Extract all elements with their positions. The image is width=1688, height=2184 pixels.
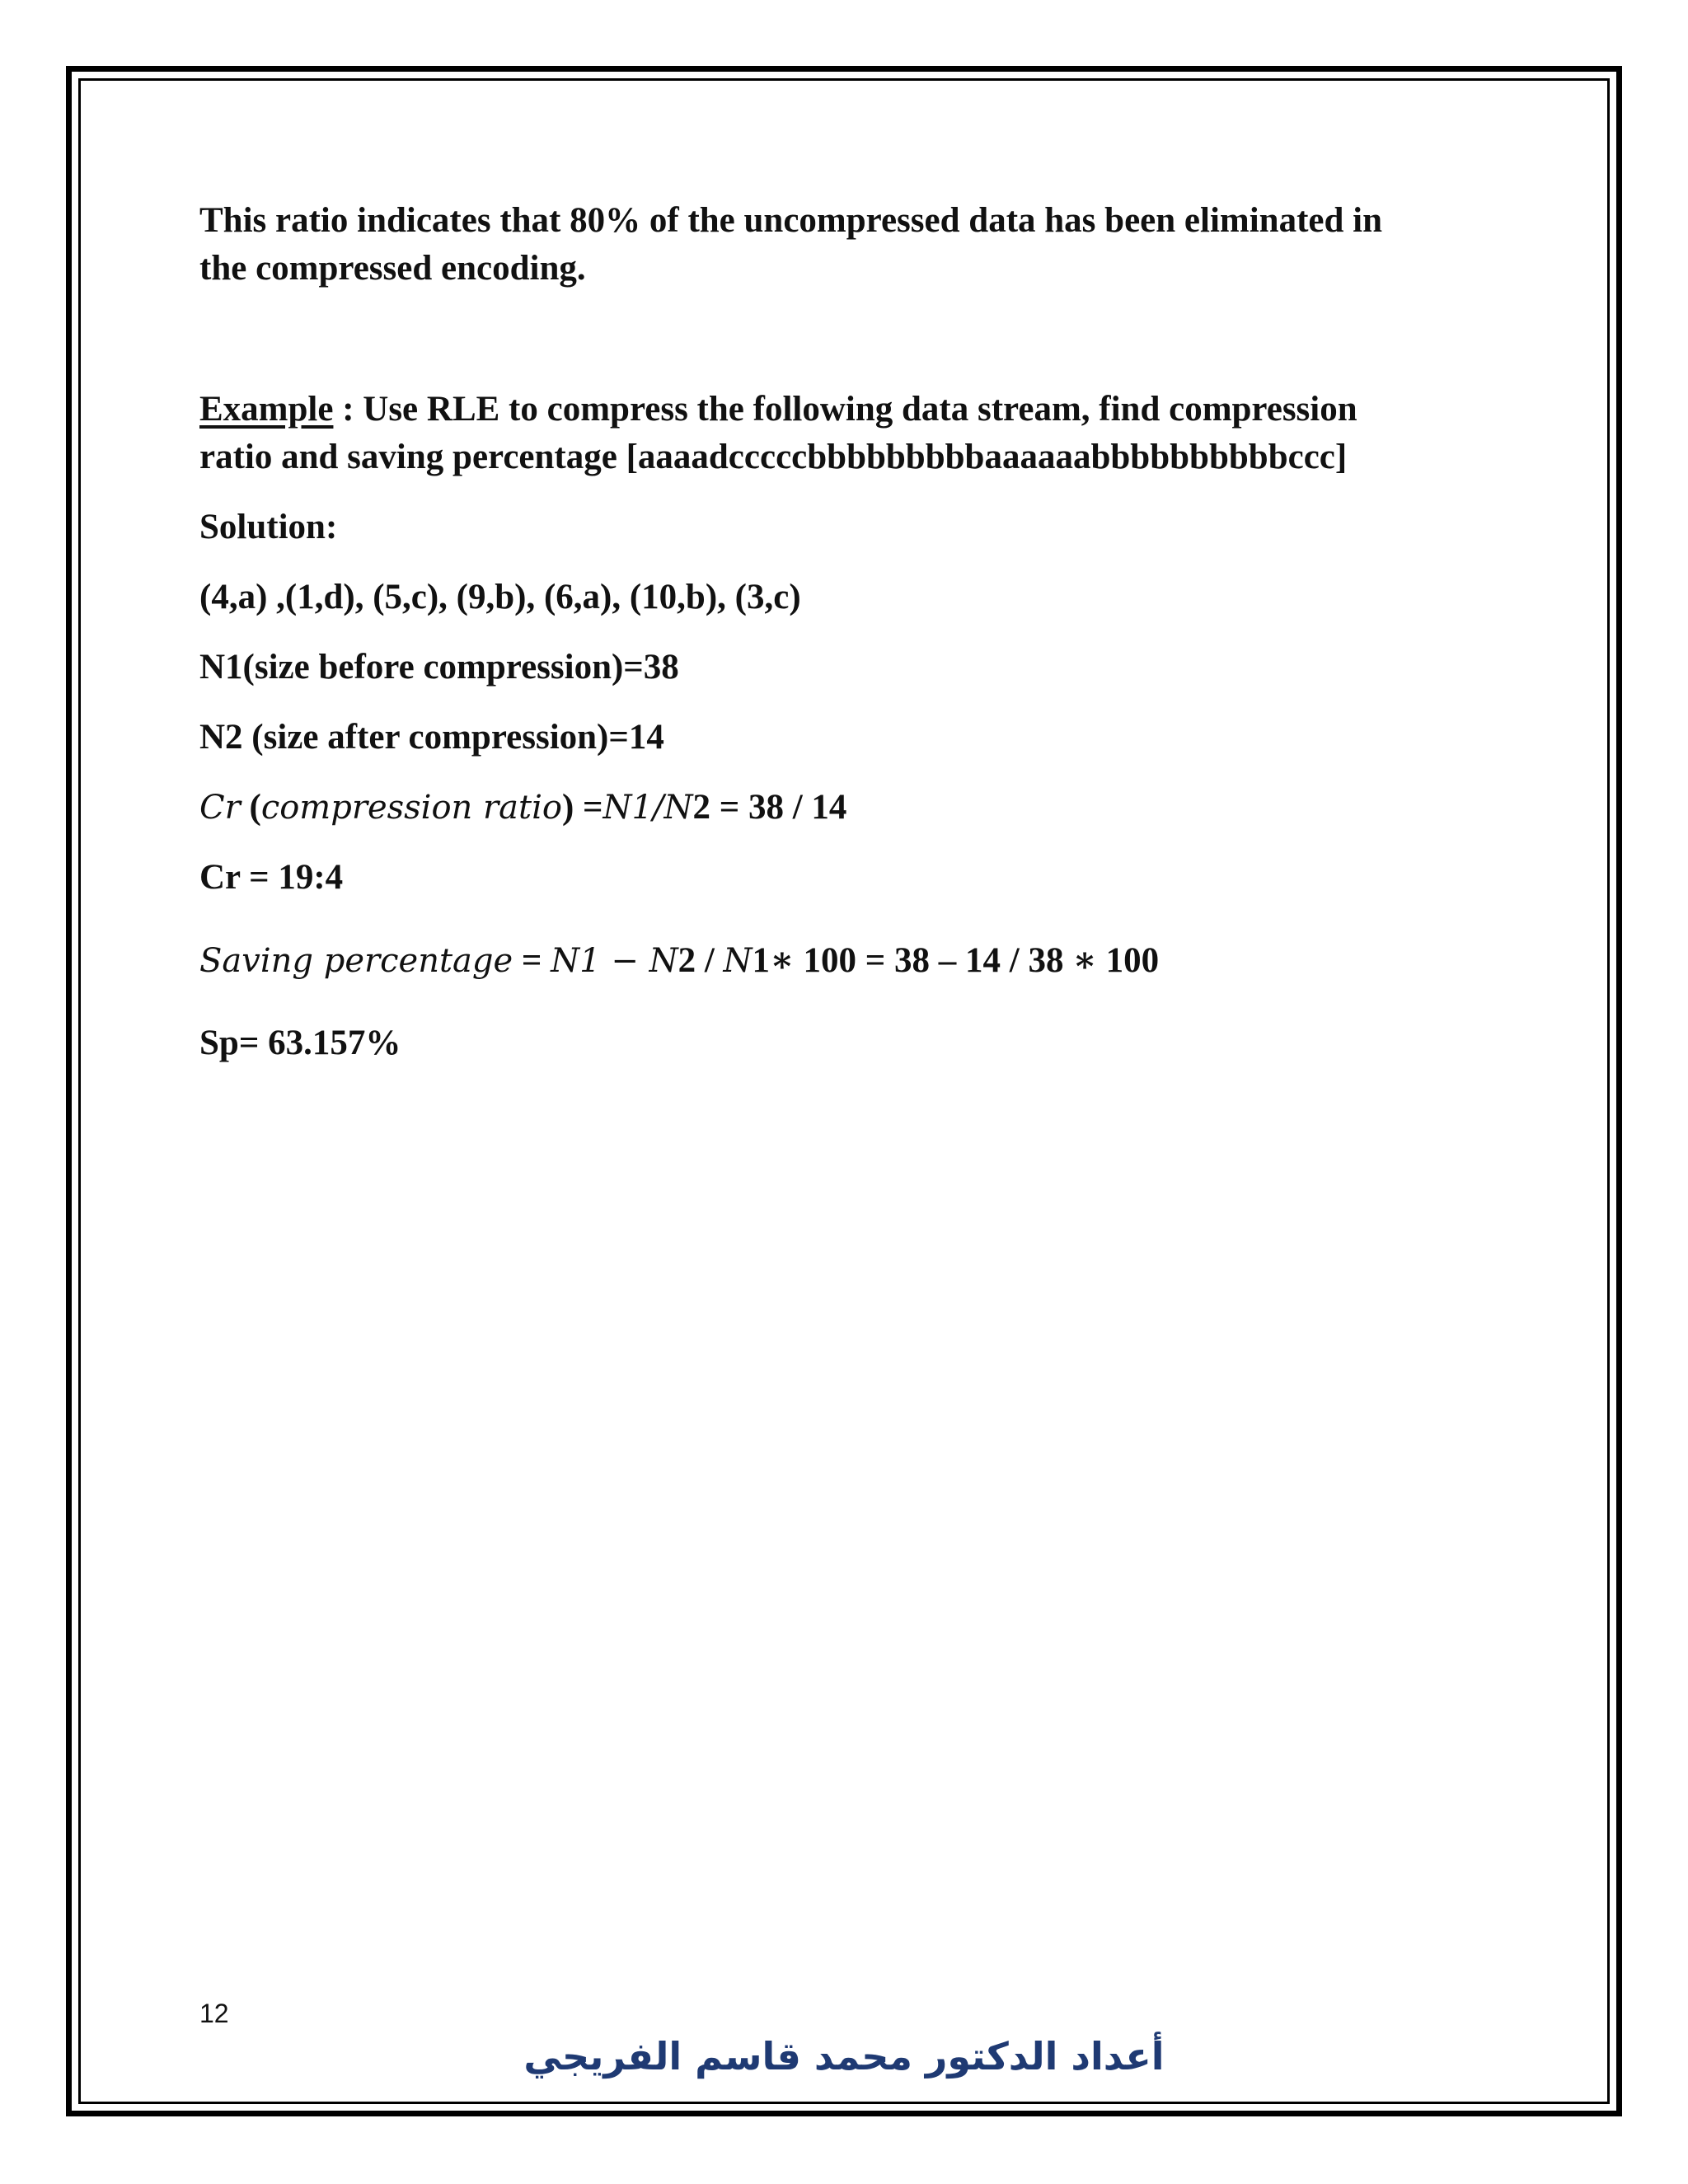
rle-pairs: (4,a) ,(1,d), (5,c), (9,b), (6,a), (10,b), (3,c) <box>199 578 801 616</box>
ratio-paragraph-line2: the compressed encoding. <box>199 249 586 288</box>
cr-paren-close: ) <box>561 788 574 827</box>
author-credit: أعداد الدكتور محمد قاسم الفريجي <box>523 2034 1165 2079</box>
example-label: Example <box>199 390 334 429</box>
cr-n1-sub: 1/ <box>631 789 664 827</box>
saving-n2: N <box>649 942 678 980</box>
n2-line: N2 (size after compression)=14 <box>199 718 664 757</box>
cr-n1: N <box>603 789 632 827</box>
saving-two: 2 / <box>678 941 724 980</box>
cr-n2: N <box>663 789 693 827</box>
solution-heading: Solution: <box>199 508 338 546</box>
saving-n1: N <box>551 942 580 980</box>
saving-one: 1 <box>579 942 601 980</box>
cr-formula <box>199 784 1518 832</box>
cr-desc: compression ratio <box>260 789 562 827</box>
cr-paren-open: ( <box>240 788 261 827</box>
saving-eq: = <box>513 941 551 980</box>
saving-rest: 1∗ 100 = 38 – 14 / 38 ∗ 100 <box>752 941 1160 980</box>
saving-formula <box>199 937 1518 985</box>
n1-line: N1(size before compression)=38 <box>199 648 679 687</box>
cr-var: Cr <box>199 789 241 827</box>
cr-eq: = <box>574 788 603 827</box>
cr-rest: 2 = 38 / 14 <box>692 788 847 827</box>
cr-value: Cr = 19:4 <box>199 858 344 897</box>
saving-n1b: N <box>723 942 753 980</box>
page-border-inner <box>78 78 1610 2104</box>
sp-value: Sp= 63.157% <box>199 1024 401 1062</box>
example-line1 <box>199 386 1518 434</box>
saving-minus: − <box>600 942 649 980</box>
page-number: 12 <box>199 1999 229 2028</box>
example-line2: ratio and saving percentage [aaaadcccccbbbbbbbbbaaaaaabbbbbbbbbbccc] <box>199 438 1348 476</box>
example-text: : Use RLE to compress the following data stream, find compression <box>333 390 1357 429</box>
saving-lhs: Saving percentage <box>199 942 513 980</box>
ratio-paragraph-line1: This ratio indicates that 80% of the uncompressed data has been eliminated in <box>199 201 1382 240</box>
